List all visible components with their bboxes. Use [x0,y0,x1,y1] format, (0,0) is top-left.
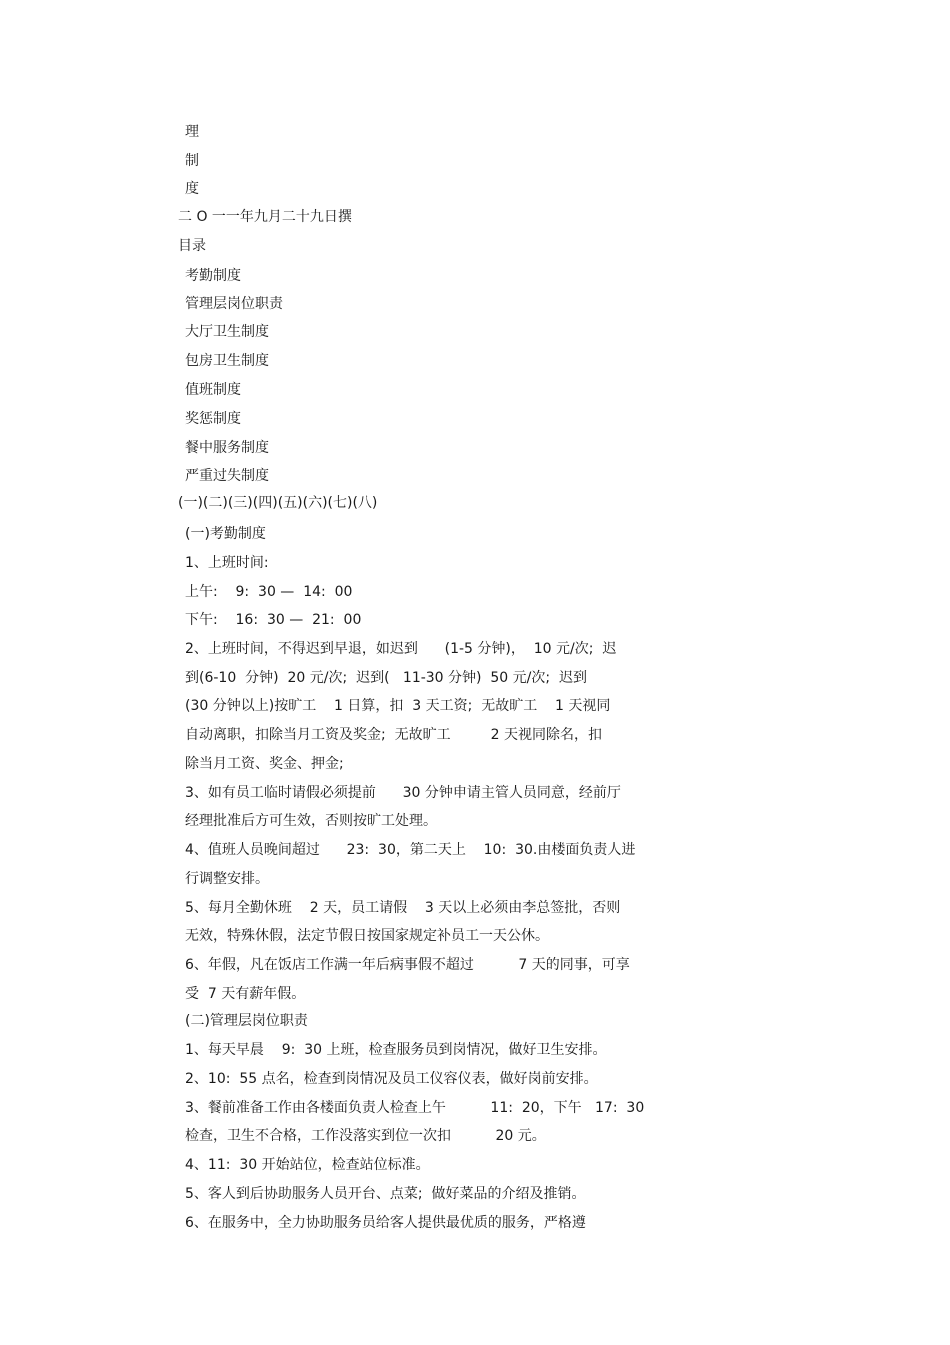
paragraph-line: 2、上班时间，不得迟到早退，如迟到 (1-5 分钟)， 10 元/次; 迟 [185,641,617,657]
toc-item: 奖惩制度 [185,411,241,427]
paragraph-line: 除当月工资、奖金、押金; [185,756,344,772]
paragraph-line: 3、餐前准备工作由各楼面负责人检查上午 11: 20，下午 17: 30 [185,1100,645,1116]
paragraph-line: 到(6-10 分钟) 20 元/次; 迟到( 11-30 分钟) 50 元/次; 迟到 [185,670,588,686]
title-char: 度 [185,181,199,197]
paragraph-line: 2、10: 55 点名，检查到岗情况及员工仪容仪表，做好岗前安排。 [185,1071,598,1087]
section-heading: (二)管理层岗位职责 [185,1013,308,1029]
paragraph-line: 4、值班人员晚间超过 23: 30，第二天上 10: 30.由楼面负责人进 [185,842,636,858]
paragraph-line: 6、年假，凡在饭店工作满一年后病事假不超过 7 天的同事，可享 [185,957,630,973]
paragraph-line: (30 分钟以上)按旷工 1 日算，扣 3 天工资; 无故旷工 1 天视同 [185,698,611,714]
toc-item: 考勤制度 [185,268,241,284]
toc-item: 包房卫生制度 [185,353,269,369]
toc-item: 严重过失制度 [185,468,269,484]
section-heading: (一)考勤制度 [185,526,266,542]
paragraph-line: 自动离职，扣除当月工资及奖金; 无故旷工 2 天视同除名，扣 [185,727,603,743]
paragraph-line: 行调整安排。 [185,871,269,887]
toc-item: 大厅卫生制度 [185,324,269,340]
paragraph-line: 受 7 天有薪年假。 [185,986,306,1002]
paragraph-line: 经理批准后方可生效，否则按旷工处理。 [185,813,437,829]
paragraph-line: 上午: 9: 30 — 14: 00 [185,584,353,600]
title-char: 制 [185,153,199,169]
toc-item: 值班制度 [185,382,241,398]
paragraph-line: 5、每月全勤休班 2 天，员工请假 3 天以上必须由李总签批，否则 [185,900,621,916]
date-line: 二 O 一一年九月二十九日撰 [178,209,352,225]
paragraph-line: 检查，卫生不合格，工作没落实到位一次扣 20 元。 [185,1128,546,1144]
paragraph-line: 1、上班时间: [185,555,269,571]
toc-item: 管理层岗位职责 [185,296,283,312]
toc-numbers: (一)(二)(三)(四)(五)(六)(七)(八) [178,495,378,511]
paragraph-line: 无效，特殊休假，法定节假日按国家规定补员工一天公休。 [185,928,549,944]
paragraph-line: 1、每天早晨 9: 30 上班，检查服务员到岗情况，做好卫生安排。 [185,1042,607,1058]
title-char: 理 [185,124,199,140]
paragraph-line: 3、如有员工临时请假必须提前 30 分钟申请主管人员同意，经前厅 [185,785,621,801]
paragraph-line: 5、客人到后协助服务人员开台、点菜; 做好菜品的介绍及推销。 [185,1186,586,1202]
toc-heading: 目录 [178,238,206,254]
paragraph-line: 下午: 16: 30 — 21: 00 [185,612,362,628]
paragraph-line: 6、在服务中，全力协助服务员给客人提供最优质的服务，严格遵 [185,1215,586,1231]
paragraph-line: 4、11: 30 开始站位，检查站位标准。 [185,1157,430,1173]
toc-item: 餐中服务制度 [185,440,269,456]
